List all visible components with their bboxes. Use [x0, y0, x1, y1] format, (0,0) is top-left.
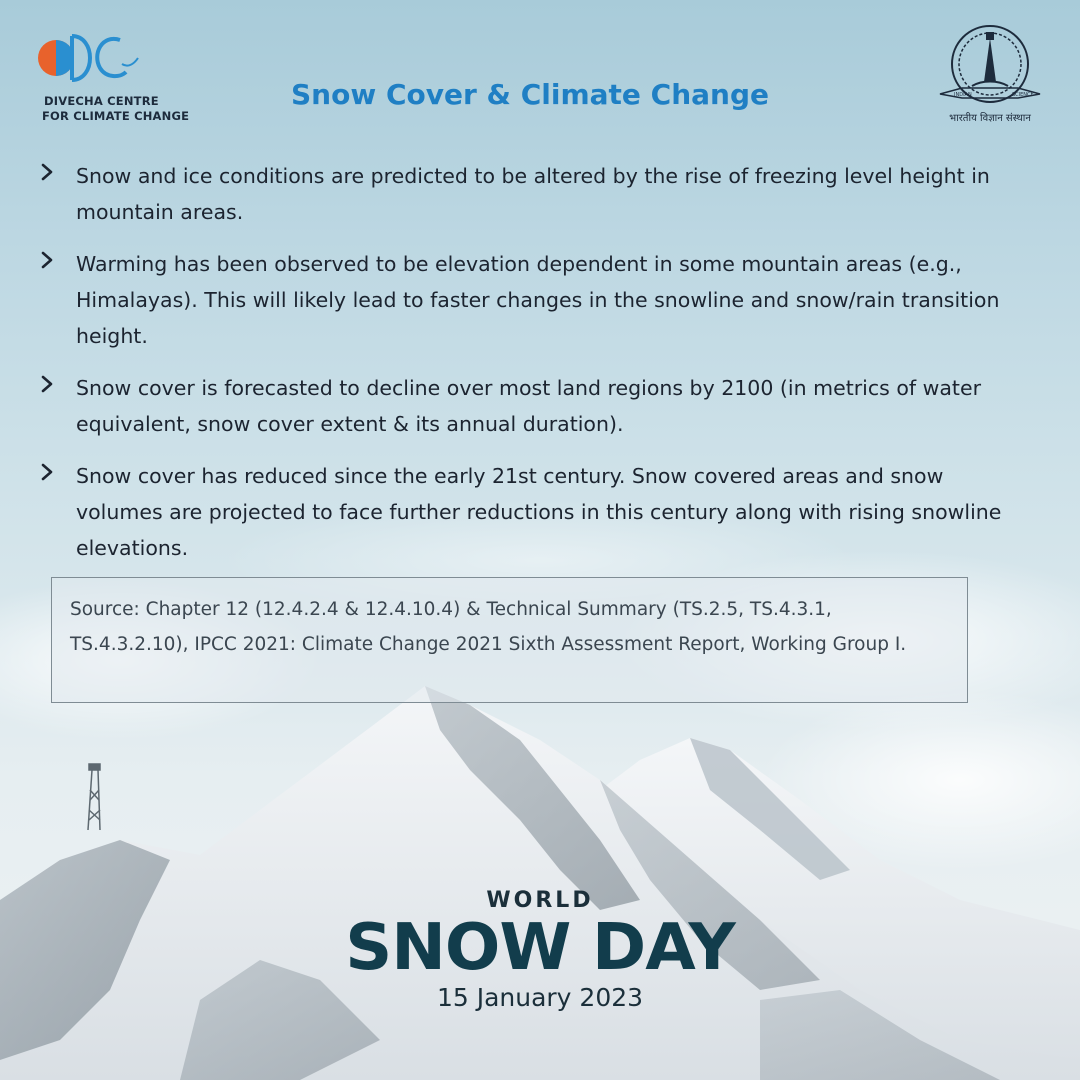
bullet-text: Snow cover has reduced since the early 21st century. Snow covered areas and snow volumes are projected to face further reductions in this century along with rising snowline elevations. [76, 464, 1002, 560]
chevron-right-icon [40, 458, 76, 486]
bullet-text: Snow and ice conditions are predicted to be altered by the rise of freezing level height in mountain areas. [76, 164, 990, 224]
bullet-text: Snow cover is forecasted to decline over most land regions by 2100 (in metrics of water equivalent, snow cover extent & its annual duration). [76, 376, 982, 436]
bullet-item [40, 246, 1025, 354]
event-title-top: WORLD [486, 888, 594, 913]
bullet-item [40, 158, 1025, 230]
iisc-logo [932, 22, 1048, 128]
event-title-block [330, 888, 750, 1012]
institute-caption: भारतीय विज्ञान संस्थान [949, 113, 1031, 124]
bullet-list [40, 158, 1025, 582]
chevron-right-icon [40, 246, 76, 274]
org-name-line1: DIVECHA CENTRE [44, 94, 159, 108]
svg-text:SCIENCE: SCIENCE [1012, 92, 1034, 98]
chevron-right-icon [40, 158, 76, 186]
chevron-right-icon [40, 370, 76, 398]
bullet-item [40, 458, 1025, 566]
source-citation: Source: Chapter 12 (12.4.2.4 & 12.4.10.4) & Technical Summary (TS.2.5, TS.4.3.1, TS.4.3.2.10), IPCC 2021: Climate Change 2021 Sixth Assessment Report, Working Group I. [70, 599, 907, 655]
bullet-item [40, 370, 1025, 442]
divecha-logo-icon [34, 28, 144, 88]
page-title: Snow Cover & Climate Change [291, 78, 769, 111]
org-name-line2: FOR CLIMATE CHANGE [42, 109, 190, 123]
bullet-text: Warming has been observed to be elevation dependent in some mountain areas (e.g., Himalayas). This will likely lead to faster changes in the snowline and snow/rain transition height. [76, 252, 1000, 348]
event-title-main: SNOW DAY [345, 911, 735, 985]
iisc-seal-icon [932, 22, 1048, 108]
source-box [51, 577, 968, 703]
event-date: 15 January 2023 [436, 983, 644, 1012]
divecha-logo [34, 28, 190, 128]
svg-text:INDIAN: INDIAN [954, 92, 972, 98]
